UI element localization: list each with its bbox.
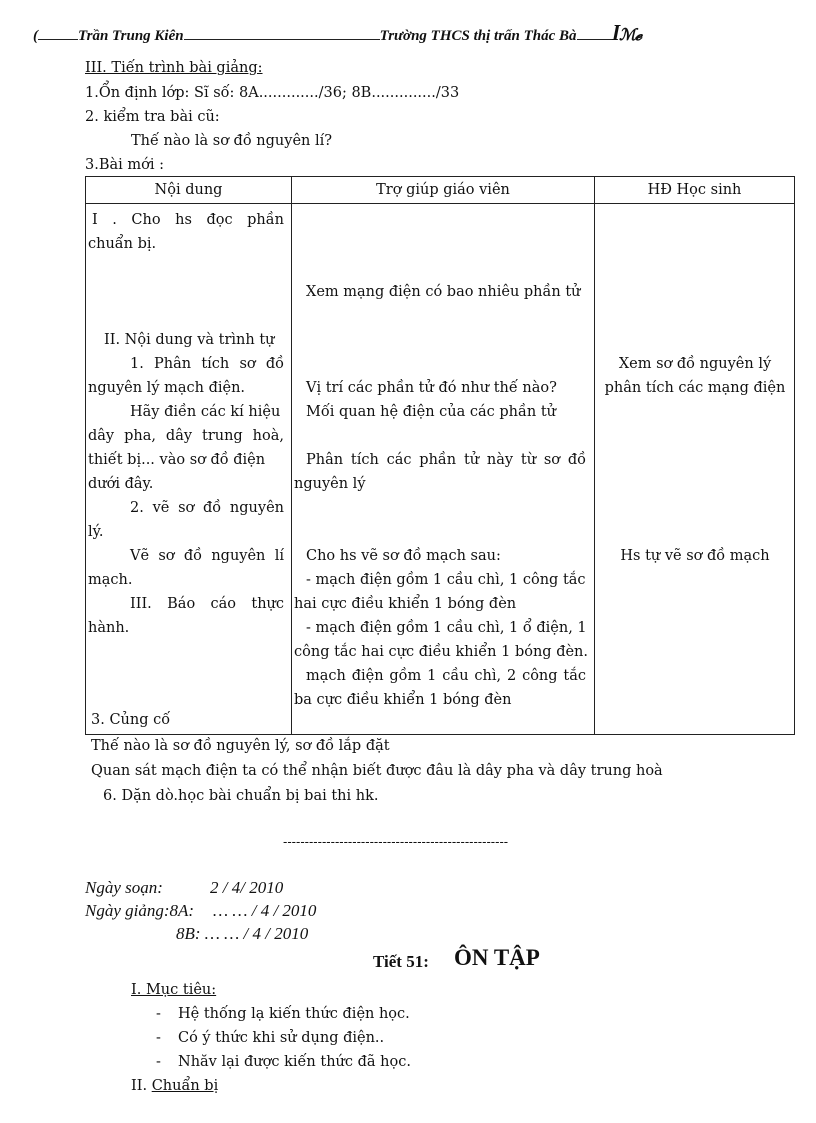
teacher-line: hai cực điều khiển 1 bóng đèn [294, 596, 517, 612]
header-open-paren: ( [33, 28, 38, 44]
preparation-heading-number: II. [131, 1078, 152, 1094]
objective-item: Hệ thống lạ kiến thức điện học. [178, 1006, 410, 1022]
header-line [33, 25, 641, 45]
teacher-line: Phân tích các phần tử này từ sơ đồ [306, 452, 586, 468]
objective-bullet: - [156, 1054, 161, 1070]
header-rule-1 [38, 39, 78, 40]
period-label: Tiết 51: [373, 952, 429, 971]
header-teacher: Trợ giúp giáo viên [292, 177, 595, 204]
content-line: Hãy điền các kí hiệu [130, 404, 281, 420]
teacher-line: công tắc hai cực điều khiển 1 bóng đèn. [294, 644, 589, 660]
content-line: nguyên lý mạch điện. [88, 380, 246, 396]
teacher-line: ba cực điều khiển 1 bóng đèn [294, 692, 512, 708]
student-cell [595, 204, 795, 735]
student-line: Xem sơ đồ nguyên lý [618, 356, 772, 372]
student-line: phân tích các mạng điện [604, 380, 786, 396]
content-line: I . Cho hs đọc phần [92, 212, 284, 228]
homework-note: 6. Dặn dò.học bài chuẩn bị bai thi hk. [103, 788, 379, 804]
content-line: chuẩn bị. [88, 236, 157, 252]
separator-line: ---------------------------------------------------- [283, 834, 509, 849]
teacher-line: nguyên lý [294, 476, 366, 492]
teacher-line: - mạch điện gồm 1 cầu chì, 1 công tắc [306, 572, 586, 588]
consolidation-question-2: Quan sát mạch điện ta có thể nhận biết được đâu là dây pha và dây trung hoà [91, 763, 663, 779]
objectives-heading: I. Mục tiêu: [131, 982, 217, 998]
header-rule-2 [184, 39, 380, 40]
review-question: Thế nào là sơ đồ nguyên lí? [131, 133, 333, 149]
header-student: HĐ Học sinh [595, 177, 795, 204]
content-line: III. Báo cáo thực [130, 596, 284, 612]
consolidation-question-1: Thế nào là sơ đồ nguyên lý, sơ đồ lắp đặt [91, 738, 390, 754]
header-content: Nội dung [86, 177, 292, 204]
header-logo-mark: ℳ𝓮 [619, 27, 642, 44]
content-line: Vẽ sơ đồ nguyên lí [130, 548, 284, 564]
section-heading: III. Tiến trình bài giảng: [85, 60, 263, 76]
new-lesson-heading: 3.Bài mới : [85, 157, 164, 173]
content-line: mạch. [88, 572, 133, 588]
content-line: dây pha, dây trung hoà, [88, 428, 284, 444]
header-logo-icon: ꟾ [612, 27, 620, 44]
old-lesson-check: 2. kiểm tra bài cũ: [85, 109, 220, 125]
teacher-line: Vị trí các phần tử đó như thế nào? [306, 380, 557, 396]
content-line: hành. [88, 620, 130, 636]
header-school: Trường THCS thị trấn Thác Bà [379, 28, 577, 44]
preparation-heading-text: Chuẩn bị [151, 1078, 219, 1094]
teacher-line: Cho hs vẽ sơ đồ mạch sau: [306, 548, 501, 564]
teacher-line: Mối quan hệ điện của các phần tử [306, 404, 556, 420]
header-rule-3 [577, 39, 613, 40]
teach-date-label: Ngày giảng:8A: [85, 901, 195, 920]
content-line: 2. vẽ sơ đồ nguyên [130, 500, 284, 516]
objective-bullet: - [156, 1030, 161, 1046]
table-header-row [86, 177, 795, 204]
content-line: dưới đây. [88, 476, 154, 492]
table-row [86, 204, 795, 735]
teach-date-8a: … … / 4 / 2010 [213, 901, 317, 920]
teacher-line: - mạch điện gồm 1 cầu chì, 1 ổ điện, 1 [306, 620, 587, 636]
content-line: II. Nội dung và trình tự [104, 332, 275, 348]
objective-item: Nhăv lại được kiến thức đã học. [178, 1054, 411, 1070]
preparation-heading [131, 1078, 218, 1094]
class-attendance: 1.Ổn định lớp: Sĩ số: 8A............./36; 8B............../33 [85, 85, 460, 101]
lesson-plan-table [85, 176, 795, 735]
objective-bullet: - [156, 1006, 161, 1022]
header-author: Trần Trung Kiên [78, 28, 184, 44]
content-line: 1. Phân tích sơ đồ [130, 356, 284, 372]
consolidation-heading: 3. Củng cố [91, 712, 171, 728]
objective-item: Có ý thức khi sử dụng điện.. [178, 1030, 385, 1046]
teacher-cell [292, 204, 595, 735]
prep-date-value: 2 / 4/ 2010 [210, 878, 284, 897]
teacher-line: Xem mạng điện có bao nhiêu phần tử [306, 284, 581, 300]
content-line: thiết bị... vào sơ đồ điện [88, 452, 266, 468]
teach-date-8b: 8B: … … / 4 / 2010 [176, 924, 309, 943]
content-line: lý. [88, 524, 104, 540]
prep-date-label: Ngày soạn: [85, 878, 163, 897]
student-line: Hs tự vẽ sơ đồ mạch [620, 548, 770, 564]
content-cell [86, 204, 292, 735]
teacher-line: mạch điện gồm 1 cầu chì, 2 công tắc [306, 668, 586, 684]
page-title: ÔN TẬP [454, 945, 540, 970]
